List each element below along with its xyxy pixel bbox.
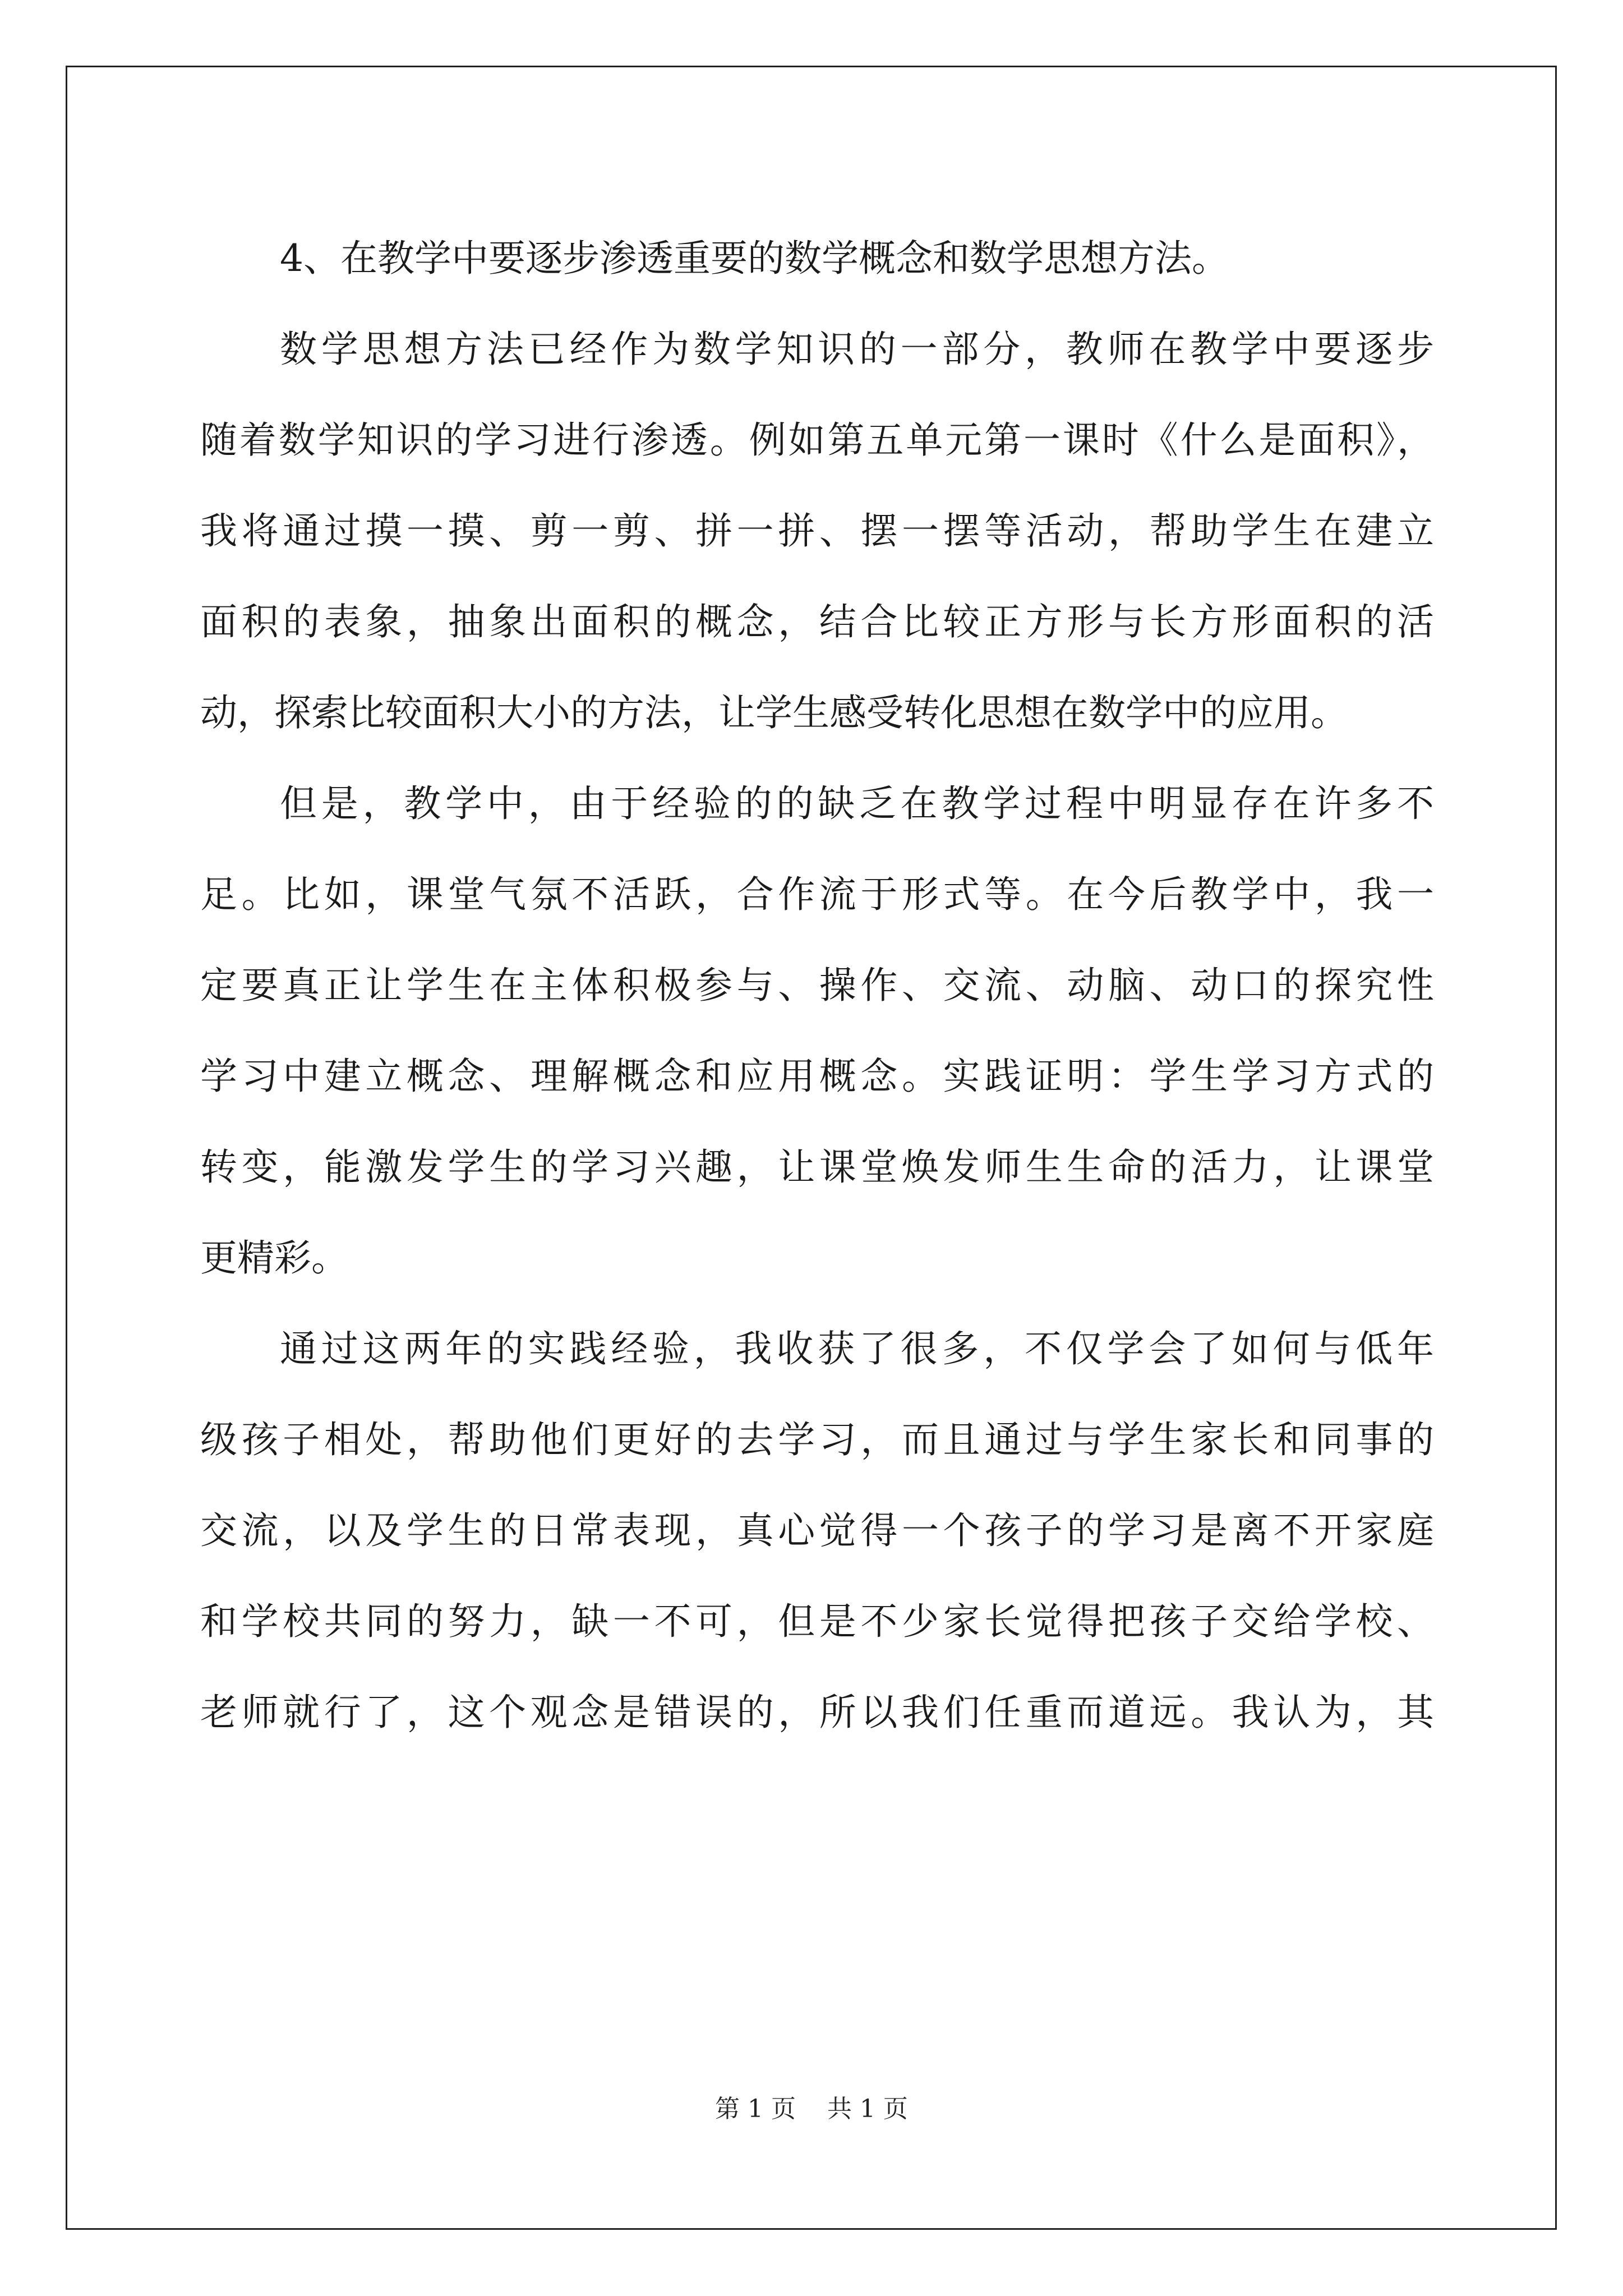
page-footer: 第 1 页 共 1 页 [715, 2095, 908, 2123]
text-line: 老师就行了，这个观念是错误的，所以我们任重而道远。我认为，其 [200, 1691, 1434, 1734]
paragraph-2 [200, 304, 1434, 758]
text-line: 和学校共同的努力，缺一不可，但是不少家长觉得把孩子交给学校、 [200, 1600, 1434, 1643]
text-line: 面积的表象，抽象出面积的概念，结合比较正方形与长方形面积的活 [200, 600, 1434, 643]
document-body [200, 213, 1434, 1758]
text-line: 数学思想方法已经作为数学知识的一部分，教师在教学中要逐步 [280, 328, 1434, 371]
text-line: 级孩子相处，帮助他们更好的去学习，而且通过与学生家长和同事的 [200, 1418, 1434, 1461]
paragraph-3 [200, 758, 1434, 1304]
text-line: 通过这两年的实践经验，我收获了很多，不仅学会了如何与低年 [280, 1327, 1434, 1370]
text-line: 定要真正让学生在主体积极参与、操作、交流、动脑、动口的探究性 [200, 964, 1434, 1007]
paragraph-1 [200, 213, 1434, 304]
text-line: 动，探索比较面积大小的方法，让学生感受转化思想在数学中的应用。 [200, 691, 1348, 734]
text-line: 交流，以及学生的日常表现，真心觉得一个孩子的学习是离不开家庭 [200, 1509, 1434, 1552]
text-line: 更精彩。 [200, 1236, 348, 1280]
text-line: 足。比如，课堂气氛不活跃，合作流于形式等。在今后教学中，我一 [200, 873, 1434, 916]
text-line: 但是，教学中，由于经验的的缺乏在教学过程中明显存在许多不 [280, 782, 1434, 825]
text-line: 4、在教学中要逐步渗透重要的数学概念和数学思想方法。 [280, 237, 1229, 280]
paragraph-4 [200, 1304, 1434, 1758]
text-line: 我将通过摸一摸、剪一剪、拼一拼、摆一摆等活动，帮助学生在建立 [200, 509, 1434, 553]
text-line: 转变，能激发学生的学习兴趣，让课堂焕发师生生命的活力，让课堂 [200, 1145, 1434, 1189]
text-line: 随着数学知识的学习进行渗透。例如第五单元第一课时《什么是面积》， [200, 418, 1434, 462]
text-line: 学习中建立概念、理解概念和应用概念。实践证明：学生学习方式的 [200, 1055, 1434, 1098]
